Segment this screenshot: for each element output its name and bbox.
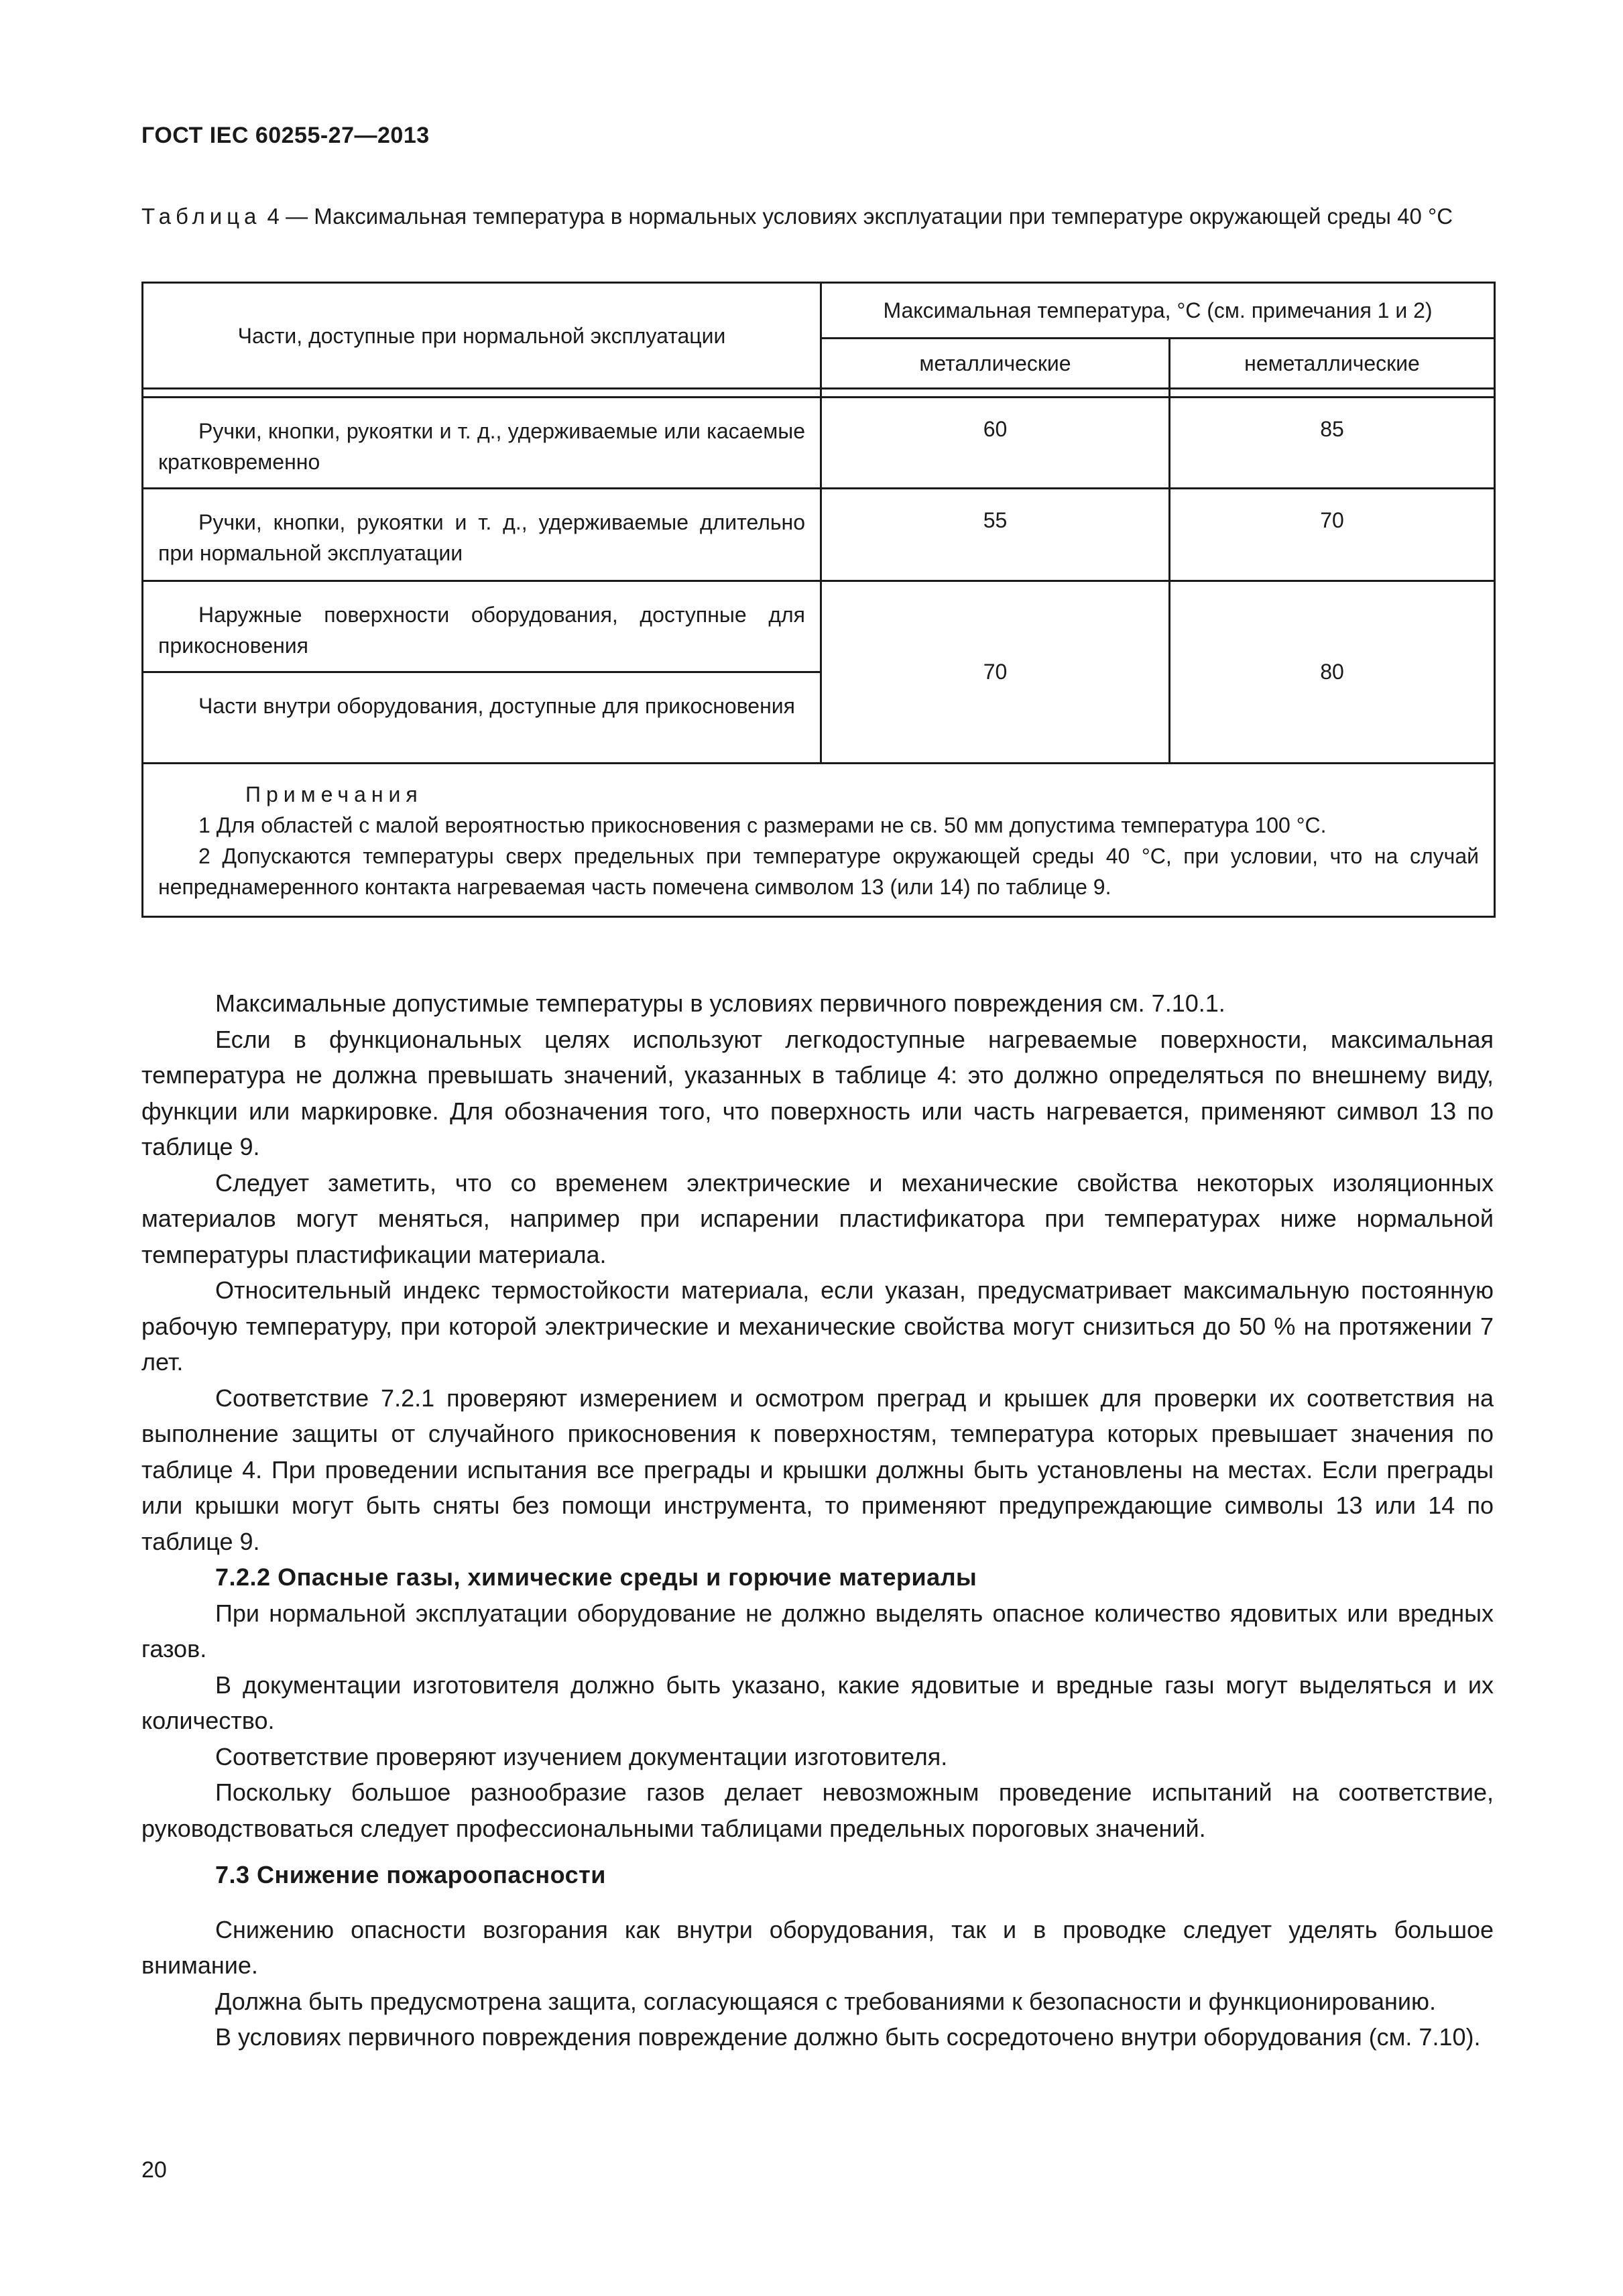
table-row xyxy=(143,581,1495,672)
note-2: 2 Допускаются температуры сверх предельных при температуре окружающей среды 40 °С, при условии, что на случай непреднамеренного контакта нагреваемая часть помечена символом 13 (или 14) по таблице 9. xyxy=(158,844,1479,899)
header-max-temperature: Максимальная температура, °С (см. примечания 1 и 2) xyxy=(821,283,1495,339)
row-label: Ручки, кнопки, рукоятки и т. д., удерживаемые длительно при нормальной эксплуатации xyxy=(143,489,821,581)
paragraph: В условиях первичного повреждения повреждение должно быть сосредоточено внутри оборудования (см. 7.10). xyxy=(215,2023,1481,2051)
row-metal-value: 60 xyxy=(821,398,1170,489)
paragraph: Соответствие 7.2.1 проверяют измерением и осмотром преград и крышек для проверки их соответствия на выполнение защиты от случайного прикосновения к поверхностям, температура которых превышает значения по таблице 4. При проведении испытания все преграды и крышки должны быть установлены на местах. Если преграды или крышки могут быть сняты без помощи инструмента, то применяют предупреждающие символы 13 или 14 по таблице 9. xyxy=(141,1384,1494,1555)
row-label: Части внутри оборудования, доступные для прикосновения xyxy=(143,672,821,764)
paragraph: В документации изготовителя должно быть указано, какие ядовитые и вредные газы могут выделяться и их количество. xyxy=(141,1671,1494,1734)
paragraph: Поскольку большое разнообразие газов делает невозможным проведение испытаний на соответствие, руководствоваться следует профессиональными таблицами предельных пороговых значений. xyxy=(141,1778,1494,1842)
table-row xyxy=(143,489,1495,581)
notes-title: Примечания xyxy=(245,782,423,806)
header-separator xyxy=(143,389,1495,398)
header-parts: Части, доступные при нормальной эксплуатации xyxy=(143,283,821,389)
page-number: 20 xyxy=(141,2157,167,2183)
paragraph: Соответствие проверяют изучением документации изготовителя. xyxy=(215,1742,948,1770)
paragraph: Если в функциональных целях используют легкодоступные нагреваемые поверхности, максимальная температура не должна превышать значений, указанных в таблице 4: это должно определяться по внешнему виду, функции или маркировке. Для обозначения того, что поверхность или часть нагревается, применяют символ 13 по таблице 9. xyxy=(141,1025,1494,1160)
row-nonmetal-value: 70 xyxy=(1170,489,1495,581)
paragraph: Должна быть предусмотрена защита, согласующаяся с требованиями к безопасности и функционированию. xyxy=(215,1987,1436,2015)
notes-row xyxy=(143,764,1495,917)
row-nonmetal-value: 85 xyxy=(1170,398,1495,489)
paragraph: Следует заметить, что со временем электрические и механические свойства некоторых изоляционных материалов могут меняться, например при испарении пластификатора при температурах ниже нормальной температуры пластификации материала. xyxy=(141,1168,1494,1268)
note-1: 1 Для областей с малой вероятностью прикосновения с размерами не св. 50 мм допустима температура 100 °С. xyxy=(198,813,1327,837)
table-caption-label: Таблица xyxy=(141,204,261,229)
header-metallic: металлические xyxy=(821,339,1170,389)
row-metal-value: 70 xyxy=(821,581,1170,764)
row-metal-value: 55 xyxy=(821,489,1170,581)
paragraph: Снижению опасности возгорания как внутри оборудования, так и в проводке следует уделять большое внимание. xyxy=(141,1915,1494,1979)
row-nonmetal-value: 80 xyxy=(1170,581,1495,764)
table-notes xyxy=(143,764,1495,917)
section-heading-7-2-2: 7.2.2 Опасные газы, химические среды и горючие материалы xyxy=(215,1563,977,1591)
section-heading-7-3: 7.3 Снижение пожароопасности xyxy=(215,1861,606,1888)
paragraph: Максимальные допустимые температуры в условиях первичного повреждения см. 7.10.1. xyxy=(215,989,1225,1017)
table-caption xyxy=(141,200,1492,233)
table-row xyxy=(143,398,1495,489)
row-label: Наружные поверхности оборудования, доступные для прикосновения xyxy=(143,581,821,672)
paragraph: При нормальной эксплуатации оборудование не должно выделять опасное количество ядовитых или вредных газов. xyxy=(141,1599,1494,1663)
paragraph: Относительный индекс термостойкости материала, если указан, предусматривает максимальную постоянную рабочую температуру, при которой электрические и механические свойства могут снизиться до 50 % на протяжении 7 лет. xyxy=(141,1276,1494,1376)
row-label: Ручки, кнопки, рукоятки и т. д., удерживаемые или касаемые кратковременно xyxy=(143,398,821,489)
standard-header: ГОСТ IEC 60255-27—2013 xyxy=(141,123,430,148)
header-nonmetallic: неметаллические xyxy=(1170,339,1495,389)
temperature-table xyxy=(141,282,1496,918)
body-text xyxy=(141,985,1494,2055)
table-caption-text: 4 — Максимальная температура в нормальных условиях эксплуатации при температуре окружающей среды 40 °С xyxy=(261,204,1453,229)
